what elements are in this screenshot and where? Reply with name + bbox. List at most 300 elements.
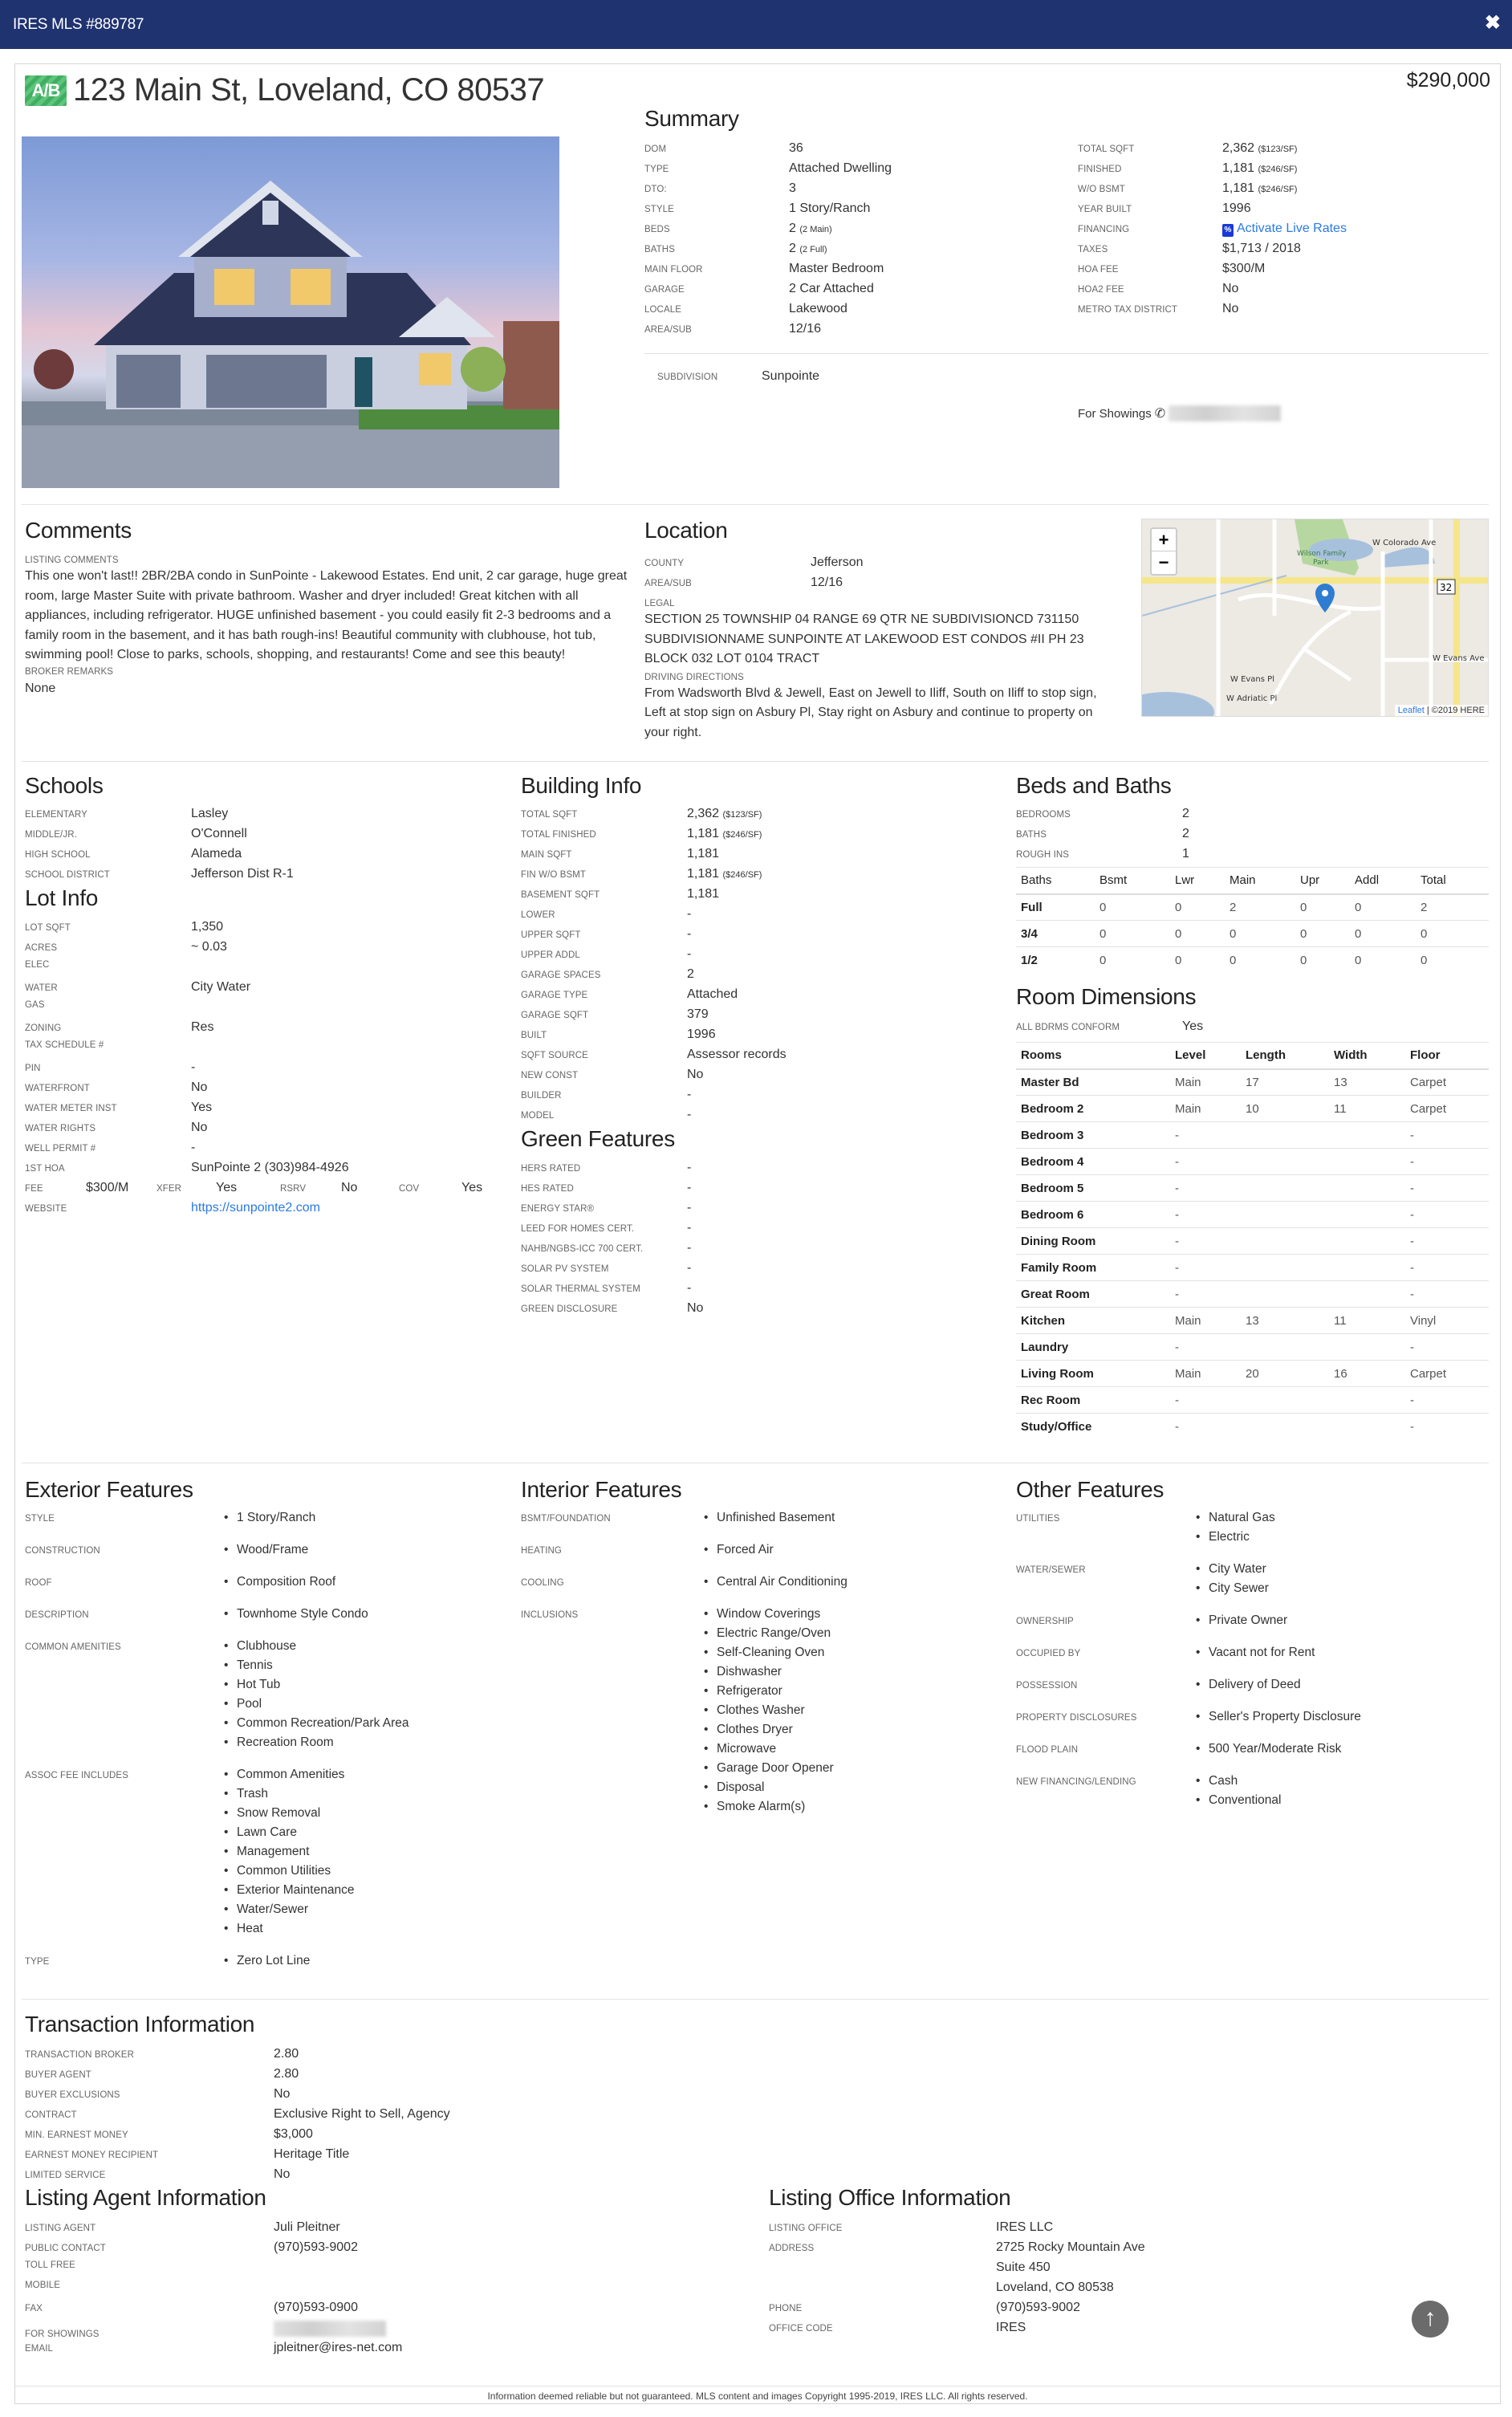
summary-label: TYPE: [644, 165, 669, 174]
green-features-section: [521, 1161, 703, 1321]
office-value: IRES LLC: [996, 2220, 1054, 2234]
lot-info-section: [25, 920, 482, 1221]
building-row: [521, 927, 786, 947]
agent-label: TOLL FREE: [25, 2260, 75, 2270]
percent-rates-icon: %: [1222, 224, 1234, 237]
feature-label: OCCUPIED BY: [1016, 1649, 1081, 1658]
table-cell: 0: [1416, 921, 1489, 947]
building-row: [521, 1007, 786, 1027]
listing-office-section: [769, 2220, 1145, 2341]
list-item: • City Water: [1196, 1562, 1269, 1581]
building-note: ($246/SF): [722, 870, 762, 880]
agent-value: Juli Pleitner: [274, 2220, 340, 2234]
interior-features-heading: Interior Features: [521, 1477, 682, 1502]
building-label: BASEMENT SQFT: [521, 890, 600, 900]
subdivision-value: Sunpointe: [762, 369, 820, 383]
transaction-value: 2.80: [274, 2047, 299, 2061]
summary-label: HOA FEE: [1078, 265, 1119, 275]
table-cell: 10: [1241, 1096, 1329, 1122]
feature-list: [704, 1543, 774, 1562]
interior-features-section: [521, 1511, 1002, 1832]
agent-row: [25, 2301, 402, 2321]
summary-value: Master Bedroom: [789, 262, 884, 275]
feature-list: [1196, 1678, 1301, 1697]
building-value: -: [687, 927, 692, 941]
summary-value: $1,713 / 2018: [1222, 242, 1301, 255]
table-row: [1016, 1361, 1489, 1387]
lot-info-heading: Lot Info: [25, 885, 99, 910]
table-row: [1016, 1228, 1489, 1255]
office-value: 2725 Rocky Mountain Ave: [996, 2240, 1145, 2254]
summary-value: Attached Dwelling: [789, 161, 892, 175]
table-cell: -: [1170, 1175, 1241, 1202]
transaction-section: [25, 2047, 450, 2187]
building-row: [521, 807, 786, 827]
building-info-section: [521, 807, 786, 1128]
green-row: [521, 1161, 703, 1181]
building-label: GARAGE TYPE: [521, 991, 588, 1000]
feature-group: [25, 1575, 506, 1594]
table-cell: -: [1405, 1334, 1489, 1361]
feature-group: [25, 1768, 506, 1941]
rsrv-value: No: [341, 1181, 358, 1194]
table-cell: [1329, 1228, 1405, 1255]
green-label: SOLAR PV SYSTEM: [521, 1264, 609, 1274]
feature-group: [1016, 1742, 1489, 1761]
green-value: -: [687, 1261, 692, 1275]
county-row: [644, 555, 1118, 576]
table-cell: [1241, 1414, 1329, 1440]
leaflet-link[interactable]: Leaflet: [1397, 706, 1425, 715]
beds-row: [1016, 807, 1489, 827]
lot-row: [25, 1161, 482, 1181]
building-value: 1,181: [687, 847, 720, 861]
summary-value: 12/16: [789, 322, 822, 336]
building-label: BUILT: [521, 1031, 547, 1040]
beds-label: BEDROOMS: [1016, 810, 1071, 820]
listing-address: 123 Main St, Loveland, CO 80537: [73, 72, 545, 108]
table-cell: [1241, 1334, 1329, 1361]
building-label: TOTAL SQFT: [521, 810, 578, 820]
feature-group: [521, 1511, 1002, 1530]
feature-label: OWNERSHIP: [1016, 1617, 1074, 1626]
table-cell: Kitchen: [1016, 1308, 1170, 1334]
school-label: ELEMENTARY: [25, 810, 87, 820]
school-value: Lasley: [191, 807, 229, 820]
broker-remarks-text: None: [25, 681, 56, 695]
listing-panel: [14, 63, 1501, 2404]
feature-group: [1016, 1511, 1489, 1549]
summary-value: No: [1222, 282, 1239, 295]
list-item: • Microwave: [704, 1742, 834, 1761]
svg-text:W Evans Ave: W Evans Ave: [1433, 654, 1485, 663]
summary-row: [1078, 161, 1347, 181]
feature-group: [25, 1954, 506, 1973]
transaction-label: TRANSACTION BROKER: [25, 2050, 134, 2060]
table-cell: -: [1170, 1387, 1241, 1414]
svg-text:W Adriatic Pl: W Adriatic Pl: [1226, 694, 1278, 703]
school-label: MIDDLE/JR.: [25, 830, 77, 840]
building-row: [521, 907, 786, 927]
close-icon[interactable]: ✖: [1484, 12, 1501, 34]
table-row: [1016, 947, 1489, 974]
map-zoom-control: [1150, 527, 1177, 576]
zoom-in-button[interactable]: +: [1152, 529, 1176, 551]
summary-row: [1078, 282, 1347, 302]
lot-row: [25, 1020, 482, 1040]
listing-office-heading: Listing Office Information: [769, 2185, 1011, 2210]
green-row: [521, 1281, 703, 1301]
area-value: 12/16: [811, 576, 843, 589]
list-item: • Window Coverings: [704, 1607, 834, 1626]
county-value: Jefferson: [811, 555, 864, 569]
table-cell: [1241, 1202, 1329, 1228]
table-cell: -: [1170, 1122, 1241, 1149]
transaction-row: [25, 2147, 450, 2167]
list-item: • Electric Range/Oven: [704, 1626, 834, 1646]
table-cell: Master Bd: [1016, 1069, 1170, 1096]
feature-label: ASSOC FEE INCLUDES: [25, 1771, 128, 1780]
building-value: Assessor records: [687, 1048, 786, 1061]
listing-comments-text: This one won't last!! 2BR/2BA condo in SunPointe - Lakewood Estates. End unit, 2 car garage, huge great room, large Master Suite with private bathroom. Washer and dryer included! Great kitchen with all appliances, including refrigerator. HUGE unfinished basement - you could easily fit 2-3 bedrooms and a family room in the basement, and it has bath rough-ins! Beautiful community with clubhouse, hot tub, swimming pool! Close to parks, schools, shopping, and restaurants! Come and see this beauty!: [25, 569, 628, 661]
green-value: -: [687, 1241, 692, 1255]
list-item: • Management: [224, 1845, 354, 1864]
feature-label: UTILITIES: [1016, 1514, 1060, 1524]
baths-col-header: Total: [1416, 868, 1489, 894]
lot-label: WATERFRONT: [25, 1084, 90, 1093]
map-tiles: [1142, 519, 1489, 717]
summary-label: METRO TAX DISTRICT: [1078, 305, 1178, 315]
summary-value: 1996: [1222, 201, 1251, 215]
summary-heading: Summary: [644, 106, 739, 131]
table-cell: 13: [1241, 1308, 1329, 1334]
table-cell: 0: [1350, 921, 1416, 947]
building-label: BUILDER: [521, 1091, 562, 1101]
office-row: [769, 2321, 1145, 2341]
location-map[interactable]: [1141, 519, 1489, 717]
list-item: • Central Air Conditioning: [704, 1575, 847, 1594]
green-label: SOLAR THERMAL SYSTEM: [521, 1284, 640, 1294]
table-row: [1016, 1255, 1489, 1281]
table-cell: -: [1410, 1419, 1414, 1434]
table-cell: [1329, 1281, 1405, 1308]
agent-row: [25, 2260, 402, 2281]
table-cell: Bedroom 3: [1016, 1122, 1170, 1149]
table-cell: [1329, 1175, 1405, 1202]
table-cell: 3/4: [1016, 921, 1095, 947]
area-row: [644, 576, 1118, 596]
list-item: • Townhome Style Condo: [224, 1607, 368, 1626]
lot-value: City Water: [191, 980, 251, 994]
svg-text:W Colorado Ave: W Colorado Ave: [1372, 539, 1437, 547]
lot-label: ACRES: [25, 943, 58, 953]
table-cell: Rec Room: [1016, 1387, 1170, 1414]
beds-label: ROUGH INS: [1016, 850, 1070, 860]
summary-label: MAIN FLOOR: [644, 265, 703, 275]
baths-col-header: Addl: [1350, 868, 1416, 894]
summary-value: No: [1222, 302, 1239, 315]
green-row: [521, 1261, 703, 1281]
summary-label: DOM: [644, 144, 667, 154]
building-label: LOWER: [521, 910, 555, 920]
feature-list: [224, 1543, 308, 1562]
svg-text:Park: Park: [1313, 559, 1329, 567]
table-row: [1016, 1202, 1489, 1228]
table-cell: [1241, 1281, 1329, 1308]
legal-label: LEGAL: [644, 599, 675, 608]
agent-value: (970)593-9002: [274, 2240, 358, 2254]
list-item: • Clothes Washer: [704, 1703, 834, 1723]
building-label: GARAGE SPACES: [521, 970, 601, 980]
table-cell: -: [1170, 1149, 1241, 1175]
table-cell: [1329, 1414, 1405, 1440]
ab-status-badge: A/B: [25, 75, 67, 106]
list-item: • Common Utilities: [224, 1864, 354, 1883]
building-row: [521, 1048, 786, 1068]
green-row: [521, 1221, 703, 1241]
summary-label: AREA/SUB: [644, 325, 692, 335]
building-label: MODEL: [521, 1111, 555, 1121]
list-item: • Seller's Property Disclosure: [1196, 1710, 1361, 1729]
lot-label: WATER RIGHTS: [25, 1124, 96, 1133]
building-value: Attached: [687, 987, 738, 1001]
beds-value: 2: [1182, 807, 1189, 820]
summary-row: [644, 282, 892, 302]
table-cell: -: [1170, 1334, 1241, 1361]
agent-label: MOBILE: [25, 2281, 61, 2290]
table-cell: -: [1170, 1255, 1241, 1281]
table-row: [1016, 1387, 1489, 1414]
summary-right-column: [1078, 141, 1347, 322]
zoom-out-button[interactable]: −: [1158, 552, 1169, 572]
lot-label: 1ST HOA: [25, 1164, 65, 1174]
office-row: [769, 2281, 1145, 2301]
table-cell: 0: [1230, 953, 1237, 967]
table-cell: -: [1405, 1255, 1489, 1281]
section-divider: [22, 761, 1489, 762]
section-divider: [22, 504, 1489, 505]
building-row: [521, 867, 786, 887]
xfer-value: Yes: [216, 1181, 238, 1194]
scroll-to-top-button[interactable]: [1412, 2301, 1449, 2338]
office-label: PHONE: [769, 2304, 803, 2313]
cov-label: COV: [399, 1184, 420, 1194]
location-section: [644, 555, 1118, 743]
feature-list: [224, 1639, 409, 1755]
school-label: SCHOOL DISTRICT: [25, 870, 110, 880]
table-cell: Full: [1016, 894, 1095, 921]
beds-value: 2: [1182, 827, 1189, 840]
table-cell: Living Room: [1016, 1361, 1170, 1387]
transaction-label: BUYER AGENT: [25, 2070, 91, 2080]
list-item: • Wood/Frame: [224, 1543, 308, 1562]
transaction-row: [25, 2127, 450, 2147]
table-cell: -: [1405, 1175, 1489, 1202]
lot-row: [25, 1040, 482, 1060]
feature-group: [25, 1543, 506, 1562]
table-cell: -: [1405, 1202, 1489, 1228]
summary-label: STYLE: [644, 205, 674, 214]
building-row: [521, 947, 786, 967]
section-divider: [22, 1999, 1489, 2000]
transaction-label: BUYER EXCLUSIONS: [25, 2090, 120, 2100]
building-value: -: [687, 907, 692, 921]
window-title: IRES MLS #889787: [13, 16, 144, 33]
list-item: • Hot Tub: [224, 1678, 409, 1697]
lot-row: [25, 1060, 482, 1080]
agent-label: FOR SHOWINGS: [25, 2330, 100, 2339]
table-cell: 0: [1300, 953, 1307, 967]
table-cell: 2: [1225, 894, 1295, 921]
table-cell: 0: [1175, 953, 1182, 967]
table-cell: Vinyl: [1405, 1308, 1489, 1334]
map-attribution: [1395, 705, 1488, 716]
listing-comments-label: LISTING COMMENTS: [25, 555, 119, 565]
feature-label: FLOOD PLAIN: [1016, 1745, 1079, 1755]
office-value: Loveland, CO 80538: [996, 2281, 1114, 2294]
agent-email: jpleitner@ires-net.com: [274, 2341, 403, 2354]
summary-row: [644, 262, 892, 282]
feature-label: CONSTRUCTION: [25, 1546, 100, 1556]
lot-value: No: [191, 1121, 208, 1134]
list-item: • 500 Year/Moderate Risk: [1196, 1742, 1341, 1761]
county-label: COUNTY: [644, 559, 685, 568]
building-label: MAIN SQFT: [521, 850, 572, 860]
feature-label: TYPE: [25, 1957, 50, 1967]
list-item: • Tennis: [224, 1658, 409, 1678]
building-value: -: [687, 1088, 692, 1101]
property-photo[interactable]: [22, 136, 559, 488]
lot-label: WATER: [25, 983, 58, 993]
feature-label: COMMON AMENITIES: [25, 1642, 121, 1652]
room-dimensions-section: [1016, 1019, 1489, 1440]
summary-label: LOCALE: [644, 305, 681, 315]
summary-row: [644, 222, 892, 242]
comments-section: [25, 555, 635, 696]
summary-value: 1 Story/Ranch: [789, 201, 871, 215]
table-row: [1016, 1334, 1489, 1361]
lot-label: WELL PERMIT #: [25, 1144, 96, 1154]
office-label: ADDRESS: [769, 2244, 815, 2253]
subdivision-label: SUBDIVISION: [657, 372, 718, 382]
feature-group: [1016, 1678, 1489, 1697]
room-dimensions-heading: Room Dimensions: [1016, 984, 1197, 1009]
summary-value: 2: [789, 222, 796, 235]
agent-row: [25, 2220, 402, 2240]
building-value: -: [687, 1108, 692, 1121]
table-cell: Main: [1170, 1096, 1241, 1122]
summary-label: TAXES: [1078, 245, 1108, 254]
transaction-value: No: [274, 2087, 291, 2101]
table-cell: -: [1405, 1149, 1489, 1175]
phone-icon: ✆: [1154, 407, 1166, 421]
list-item: • Clubhouse: [224, 1639, 409, 1658]
list-item: • Trash: [224, 1787, 354, 1806]
table-cell: Dining Room: [1016, 1228, 1170, 1255]
house-image: [22, 136, 559, 488]
rooms-col-header: Floor: [1405, 1043, 1489, 1069]
rooms-col-header: Rooms: [1016, 1043, 1170, 1069]
green-features-heading: Green Features: [521, 1126, 675, 1151]
feature-group: [25, 1511, 506, 1530]
feature-label: INCLUSIONS: [521, 1610, 579, 1620]
feature-list: [1196, 1742, 1341, 1761]
summary-value: 2 Car Attached: [789, 282, 874, 295]
baths-table: [1016, 867, 1489, 974]
list-item: • Common Amenities: [224, 1768, 354, 1787]
feature-label: DESCRIPTION: [25, 1610, 89, 1620]
office-value: IRES: [996, 2321, 1026, 2334]
table-row: [1016, 1414, 1489, 1440]
building-row: [521, 967, 786, 987]
transaction-row: [25, 2087, 450, 2107]
exterior-features-heading: Exterior Features: [25, 1477, 193, 1502]
table-cell: [1329, 1255, 1405, 1281]
green-row: [521, 1181, 703, 1201]
summary-value: Lakewood: [789, 302, 847, 315]
list-item: • Composition Roof: [224, 1575, 335, 1594]
showings-label: For Showings: [1078, 406, 1152, 421]
building-label: UPPER SQFT: [521, 930, 581, 940]
table-cell: -: [1175, 1419, 1179, 1434]
feature-list: [1196, 1646, 1315, 1665]
building-row: [521, 987, 786, 1007]
summary-label: GARAGE: [644, 285, 685, 295]
table-cell: [1329, 1387, 1405, 1414]
list-item: • Heat: [224, 1922, 354, 1941]
green-label: HES RATED: [521, 1184, 574, 1194]
showings-row: [1078, 405, 1281, 421]
summary-label: BATHS: [644, 245, 675, 254]
exterior-features-section: [25, 1511, 506, 1986]
directions-label: DRIVING DIRECTIONS: [644, 672, 744, 682]
table-cell: -: [1170, 1281, 1241, 1308]
baths-col-header: Main: [1225, 868, 1295, 894]
office-label: OFFICE CODE: [769, 2324, 833, 2334]
feature-group: [25, 1607, 506, 1626]
building-value: 2: [687, 967, 694, 981]
green-row: [521, 1241, 703, 1261]
baths-col-header: Upr: [1295, 868, 1350, 894]
feature-label: WATER/SEWER: [1016, 1565, 1086, 1575]
beds-row: [1016, 827, 1489, 847]
transaction-value: Heritage Title: [274, 2147, 350, 2161]
list-item: • City Sewer: [1196, 1581, 1269, 1601]
lot-row: [25, 1141, 482, 1161]
building-row: [521, 1068, 786, 1088]
area-label: AREA/SUB: [644, 579, 692, 588]
hoa-website-link[interactable]: https://sunpointe2.com: [191, 1201, 320, 1215]
lot-label: WATER METER INST: [25, 1104, 117, 1113]
green-value: -: [687, 1221, 692, 1235]
broker-remarks-label: BROKER REMARKS: [25, 666, 114, 677]
lot-label: GAS: [25, 1000, 45, 1010]
lot-value: ~ 0.03: [191, 940, 227, 954]
table-row: [1016, 921, 1489, 947]
building-label: SQFT SOURCE: [521, 1051, 588, 1060]
building-row: [521, 1027, 786, 1048]
office-value: Suite 450: [996, 2260, 1051, 2274]
table-cell: Bedroom 4: [1016, 1149, 1170, 1175]
fee-label: FEE: [25, 1184, 43, 1194]
feature-list: [1196, 1710, 1361, 1729]
feature-group: [521, 1543, 1002, 1562]
feature-label: COOLING: [521, 1578, 564, 1588]
activate-live-rates-link[interactable]: Activate Live Rates: [1237, 222, 1347, 235]
list-item: • Disposal: [704, 1780, 834, 1800]
table-cell: [1329, 1122, 1405, 1149]
summary-note: ($246/SF): [1258, 185, 1298, 194]
